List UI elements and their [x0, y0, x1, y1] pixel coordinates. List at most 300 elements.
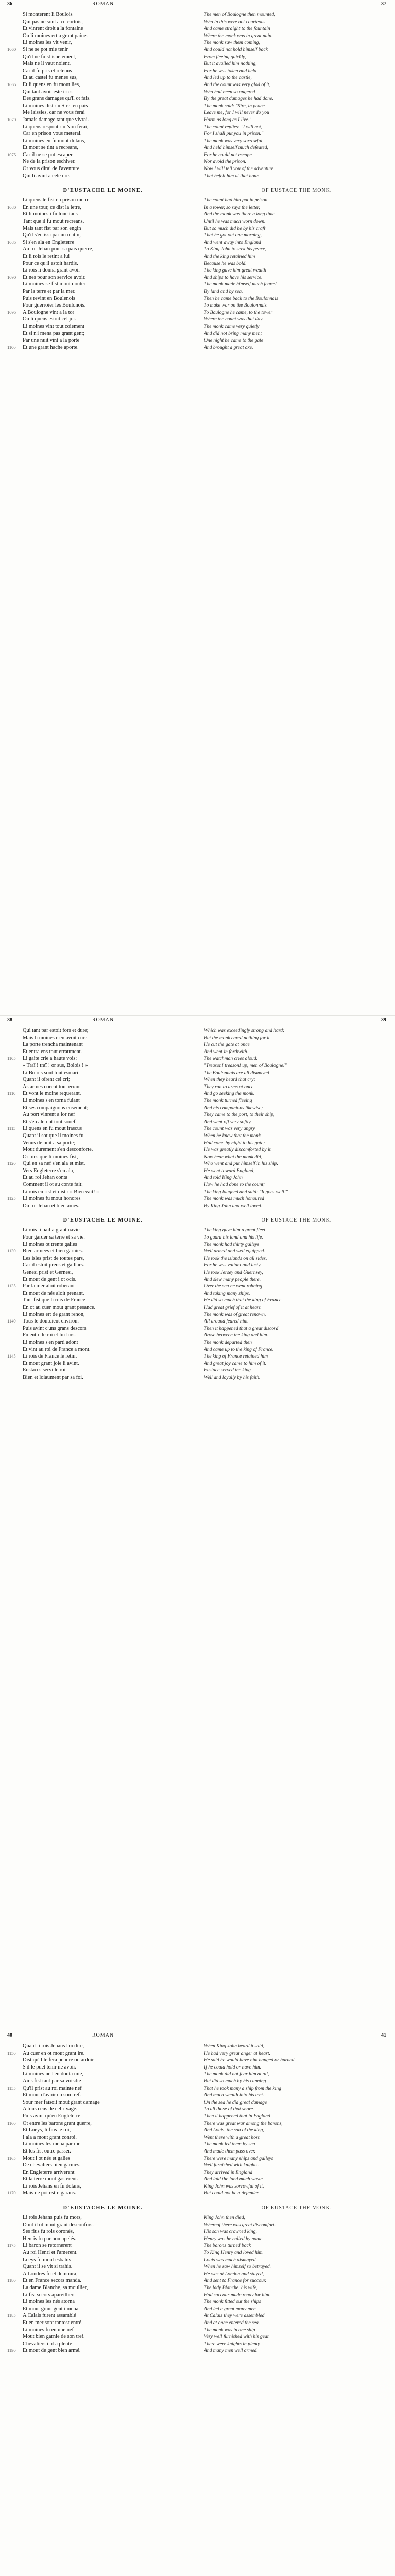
verse-text: Et vint au roi de France a mont. [23, 1346, 91, 1352]
verse-text: Car il fu pris et retenus [23, 67, 72, 74]
verse-text: Ains fist tant par sa voisdie [23, 2078, 81, 2084]
verse-line [7, 25, 199, 32]
verse-line [7, 173, 199, 180]
verse-text: Et mout de gent i ot ocis. [23, 1276, 77, 1282]
translation-line: That he got out one morning, [204, 232, 262, 239]
verse-line [7, 2183, 199, 2190]
verse-text: « Traï ! traï ! or sus, Bolois ! » [23, 1062, 88, 1069]
translation-line: How he had done to the count; [204, 1182, 265, 1188]
verse-text: Et mout grant joie li avint. [23, 1360, 79, 1366]
verse-text: Li moines se fist mout douter [23, 281, 86, 287]
verse-text: A Londres fu et demoura, [23, 2270, 78, 2277]
translation-line: That he took many a ship from the king [204, 2085, 281, 2091]
translation-line: And went off very softly. [204, 1118, 252, 1125]
verse-text: Li rois en rist et dist : « Bien vait! » [23, 1189, 99, 1195]
translation-line: The count had him put in prison [204, 197, 268, 204]
verse-text: Li moines s'en torna fuiant [23, 1097, 80, 1104]
verse-line [7, 1297, 199, 1304]
verse-line [7, 246, 199, 253]
translation-line: The monk was of great renown, [204, 1311, 266, 1317]
verse-text: Et li quens en fu mout lies, [23, 81, 80, 88]
verse-text: Quant li rois Jehans l'oï dire, [23, 2043, 84, 2049]
line-number: 1105 [7, 1056, 16, 1061]
verse-line [7, 323, 199, 330]
translation-line: And at once entered the sea. [204, 2319, 260, 2326]
verse-line [7, 1241, 199, 1248]
verse-text: Mais ne li vaut noient, [23, 61, 71, 67]
line-number: 1185 [7, 2313, 16, 2318]
verse-text: Dont il ot mout grant desconfors. [23, 2222, 94, 2228]
verse-text: Et s'en alerent tout souef. [23, 1118, 77, 1125]
translation-line: To Boulogne he came, to the tower [204, 309, 273, 315]
translation-line: The monk was in one ship [204, 2327, 255, 2333]
verse-text: Li moines vint tout coiement [23, 323, 85, 329]
verse-text: Bien et loiaument par sa foi. [23, 1374, 83, 1380]
translation-line: The men of Boulogne then mounted, [204, 12, 276, 18]
translation-line: The monk made himself much feared [204, 281, 277, 287]
verse-text: Et les fist outre passer. [23, 2148, 71, 2154]
verse-line [7, 232, 199, 239]
verse-line [7, 225, 199, 232]
verse-line [7, 2327, 199, 2334]
translation-line: For he could not escape [204, 151, 252, 158]
page-number: 40 [7, 2032, 12, 2038]
spacer [204, 1209, 389, 1214]
verse-text: Et en mer sont tantost entré. [23, 2319, 83, 2326]
translation-line: And came up to the king of France. [204, 1346, 274, 1352]
verse-text: En une tour, ce dist la letre, [23, 204, 81, 210]
translation-line: The monk did not fear him at all, [204, 2071, 269, 2077]
verse-line [7, 1167, 199, 1175]
spacer [7, 179, 199, 184]
translation-line: All around feared him. [204, 1318, 249, 1325]
verse-line [7, 1118, 199, 1126]
translation-line: Where the monk was in great pain. [204, 32, 273, 39]
verse-line [7, 2319, 199, 2327]
verse-line [7, 2263, 199, 2270]
page-spread [0, 2031, 395, 2576]
translation-line: And the king retained him [204, 253, 255, 259]
verse-text: Puis avint c'uns grans descors [23, 1325, 87, 1331]
verse-line [7, 1125, 199, 1132]
translation-line: Then he came back to the Boulonnais [204, 295, 278, 301]
verse-line [7, 124, 199, 131]
line-number: 1115 [7, 1126, 16, 1131]
verse-line [7, 1283, 199, 1290]
verse-text: Si ne se pot mie tenir [23, 46, 68, 53]
verse-text: A Boulogne vint a la tor [23, 309, 75, 315]
verse-text: Henris fu par non apelés. [23, 2235, 77, 2242]
translation-line: The king gave him great wealth [204, 267, 266, 274]
translation-line: Very well furnished with his gear. [204, 2334, 270, 2340]
verse-line [7, 2292, 199, 2299]
verse-line [7, 2341, 199, 2348]
translation-column [204, 2031, 389, 2354]
verse-text: Par la mer aloit roberant [23, 1283, 75, 1290]
translation-line: From fleeing quickly, [204, 54, 246, 60]
verse-text: Li baron se retornerent [23, 2243, 72, 2249]
translation-line: And brought a great axe. [204, 344, 253, 350]
translation-line: To all those of that shore. [204, 2106, 254, 2112]
translation-line: He was at London and stayed, [204, 2270, 264, 2277]
translation-line: But so much did he by his craft [204, 225, 266, 231]
translation-line: In a tower, so says the letter, [204, 204, 260, 210]
verse-line [7, 1332, 199, 1339]
verse-text: Venus de nuit a sa porte; [23, 1140, 75, 1146]
verse-line [7, 2298, 199, 2306]
verse-line [7, 2169, 199, 2176]
verse-text: Quant il sot que li moines fu [23, 1132, 84, 1139]
verse-text: Mout durement s'en desconforte. [23, 1147, 93, 1153]
translation-line: Until he was much worn down. [204, 218, 266, 225]
verse-text: Or vous dirai de l'aventure [23, 166, 80, 172]
verse-line [7, 1374, 199, 1381]
translation-line: The king gave him a great fleet [204, 1227, 266, 1233]
translation-line: And slew many people there. [204, 1276, 261, 1282]
verse-line [7, 2071, 199, 2078]
translation-line: On the sea he did great damage [204, 2099, 267, 2105]
verse-text: Tant fist que li rois de France [23, 1297, 85, 1303]
translation-line: For he was taken and held [204, 67, 257, 74]
verse-line [7, 11, 199, 19]
verse-line [7, 1055, 199, 1062]
translation-line: When he saw himself so betrayed. [204, 2264, 271, 2270]
translation-line: Went there with a great host. [204, 2134, 261, 2140]
translation-line: The monk came very quietly [204, 323, 260, 329]
line-number: 1110 [7, 1091, 16, 1096]
verse-line [7, 2120, 199, 2127]
verse-text: Et li rois le retint a lui [23, 253, 70, 259]
verse-line [7, 2228, 199, 2235]
verse-text: Par la terre et par la mer. [23, 288, 76, 294]
verse-line [7, 39, 199, 46]
verse-text: Dist qu'il le fera pendre ou ardoir [23, 2057, 94, 2063]
verse-line [7, 1105, 199, 1112]
translation-line: Which was exceedingly strong and hard; [204, 1028, 285, 1033]
verse-line [7, 1360, 199, 1367]
translation-line: Now hear what the monk did, [204, 1154, 262, 1160]
verse-text: Li moines en fu mout dolans, [23, 138, 85, 144]
verse-line [7, 274, 199, 281]
verse-text: Li rois Jehans en fu dolans, [23, 2183, 81, 2189]
translation-line: And the count was very glad of it, [204, 81, 270, 88]
verse-text: La porte trencha maintenant [23, 1042, 83, 1048]
verse-line [7, 302, 199, 309]
verse-line [7, 1311, 199, 1318]
translation-heading: OF EUSTACE THE MONK. [261, 1217, 332, 1224]
verse-text: Li moines fu en une nef [23, 2327, 74, 2333]
page-header [204, 0, 389, 11]
running-head: ROMAN [92, 1, 114, 7]
page-header [7, 0, 199, 11]
section-heading: D'EUSTACHE LE MOINE. [63, 188, 143, 194]
verse-line [7, 1255, 199, 1262]
verse-line [7, 116, 199, 124]
verse-text: Et en France secors manda. [23, 2278, 81, 2284]
page-number: 39 [381, 1017, 386, 1023]
translation-line: And the monk was there a long time [204, 211, 275, 217]
verse-line [7, 89, 199, 96]
verse-text: Loeys fu mout esbahis [23, 2257, 71, 2263]
verse-text: Comment il ot au conte fait; [23, 1182, 83, 1188]
verse-text: Li gaite crie a haute vois: [23, 1056, 77, 1062]
translation-line: The monk said: "Sire, in peace [204, 103, 265, 109]
verse-text: Or oies que li moines fist, [23, 1154, 78, 1160]
translation-line: He did so much that the king of France [204, 1297, 282, 1303]
line-number: 1180 [7, 2278, 16, 2283]
verse-line [7, 211, 199, 218]
page-header [7, 1016, 199, 1027]
translation-line: When he knew that the monk [204, 1132, 261, 1139]
verse-line [7, 2050, 199, 2057]
verse-line [7, 337, 199, 344]
translation-line: When they heard that cry; [204, 1077, 255, 1083]
verse-line [7, 1248, 199, 1255]
verse-line [7, 2106, 199, 2113]
verse-line [7, 2064, 199, 2071]
line-number: 1070 [7, 116, 16, 122]
verse-text: Qui pas ne sont a ce cortois, [23, 19, 83, 25]
verse-text: Li moines les nés atorna [23, 2299, 75, 2305]
verse-text: Li moines s'en parti adont [23, 1339, 78, 1345]
translation-line: The count replies: "I will not, [204, 124, 262, 130]
page-header [7, 2031, 199, 2043]
translation-line: He went toward England, [204, 1167, 255, 1174]
verse-text: Li moines fu mout honores [23, 1196, 81, 1202]
verse-line [7, 2312, 199, 2319]
translation-line: The monk was much honoured [204, 1196, 264, 1202]
verse-line [7, 1154, 199, 1161]
translation-line: If he could hold or have him. [204, 2064, 262, 2070]
translation-line: For I shall put you in prison." [204, 131, 264, 137]
verse-line [7, 1346, 199, 1353]
translation-line: The lady Blanche, his wife, [204, 2285, 257, 2291]
verse-line [7, 1189, 199, 1196]
verse-text: Eustaces servi le roi [23, 1367, 66, 1374]
translation-line: Then it happened that in England [204, 2113, 270, 2119]
verse-text: Pour guerroier les Boulonois. [23, 302, 86, 309]
translation-line: When King John heard it said, [204, 2043, 264, 2049]
verse-text: Li moines les vit venir, [23, 40, 72, 46]
translation-line: And taking many ships. [204, 1290, 250, 1296]
spacer [7, 1209, 199, 1214]
translation-line: And much wealth into his tent. [204, 2092, 264, 2098]
verse-text: Puis revint en Boulenois [23, 295, 75, 301]
verse-line [7, 2085, 199, 2092]
verse-text: Li moines ot trente galies [23, 1241, 77, 1247]
verse-text: Li moines ne l'en douta mie, [23, 2071, 83, 2077]
verse-text: Pour garder sa terre et sa vie. [23, 1234, 85, 1241]
verse-text: Si s'en ala en Engleterre [23, 239, 74, 245]
verse-line [7, 1035, 199, 1042]
translation-line: And many men well armed. [204, 2348, 258, 2354]
verse-line [7, 2284, 199, 2292]
line-number: 1165 [7, 2155, 16, 2161]
translation-line: But could not be a defender. [204, 2190, 260, 2196]
translation-line: To King John to seek his peace, [204, 246, 266, 252]
original-text-column [7, 2031, 199, 2354]
verse-text: Car il estoit preus et gaillars. [23, 1262, 84, 1268]
translation-line: There were knights in plenty [204, 2341, 260, 2347]
verse-line [7, 1076, 199, 1083]
verse-text: Chevaliers i ot a plenté [23, 2341, 72, 2347]
page-spread [0, 0, 395, 1015]
verse-line [7, 1304, 199, 1311]
verse-text: Genesi prist et Gernesi, [23, 1269, 73, 1275]
translation-line: And laid the land much waste. [204, 2176, 264, 2182]
verse-line [7, 165, 199, 173]
verse-text: En Engleterre arriverent [23, 2169, 75, 2175]
verse-text: Tant que il fu mout recreans. [23, 218, 84, 225]
translation-line: There were many ships and galleys [204, 2155, 273, 2161]
verse-line [7, 1062, 199, 1070]
verse-line [7, 288, 199, 295]
verse-text: Li rois Jehans puis fu mors, [23, 2215, 82, 2221]
verse-text: Qu'il ne fuist isnelement, [23, 54, 77, 60]
page-number: 38 [7, 1017, 12, 1023]
page-header [204, 2031, 389, 2043]
translation-line: The monk turned fleeing [204, 1097, 252, 1104]
verse-text: Qui en sa nef s'en ala et mist. [23, 1161, 85, 1167]
line-number: 1065 [7, 81, 16, 87]
translation-line: The monk departed then [204, 1339, 252, 1345]
translation-line: He was greatly discomforted by it. [204, 1147, 272, 1153]
verse-line [7, 1111, 199, 1118]
verse-line [7, 54, 199, 61]
translation-line: "Treason! treason! up, men of Boulogne!" [204, 1062, 287, 1069]
verse-text: Fu entre le roi et lui lors. [23, 1332, 76, 1338]
page-number: 41 [381, 2032, 386, 2038]
verse-text: Jamais damage tant que vivrai. [23, 116, 89, 123]
verse-text: Ou li moines ert a grant paine. [23, 32, 88, 39]
translation-line: Well furnished with knights. [204, 2162, 259, 2168]
verse-text: Ou li quens estoit cel jor. [23, 316, 76, 323]
verse-line [7, 1262, 199, 1269]
verse-text: Au roi Henri et l'amerent. [23, 2250, 78, 2256]
translation-heading: OF EUSTACE THE MONK. [261, 2205, 332, 2211]
translation-line: One night he came to the gate [204, 337, 264, 344]
running-head: ROMAN [92, 2032, 114, 2038]
line-number: 1155 [7, 2085, 16, 2091]
verse-text: Au port vinrent a lor nef [23, 1112, 75, 1118]
line-number: 1170 [7, 2190, 16, 2196]
translation-line: Louis was much dismayed [204, 2257, 256, 2263]
verse-text: Li moines les mena par mer [23, 2141, 82, 2147]
verse-text: Li moines dist : « Sire, en pais [23, 103, 88, 109]
verse-text: Puis avint qu'en Engleterre [23, 2113, 80, 2119]
verse-text: Et mout de gent bien armé. [23, 2348, 81, 2354]
verse-line [7, 2141, 199, 2148]
verse-text: Et mout d'avoir en son tref. [23, 2092, 81, 2098]
verse-text: Mais tant fist par son engin [23, 225, 81, 231]
verse-line [7, 1195, 199, 1202]
translation-line: That befell him at that hour. [204, 173, 260, 179]
verse-text: Car il ne se pot escaper [23, 151, 73, 158]
verse-text: Mais li moines n'en avoit cure. [23, 1035, 89, 1041]
page-header [204, 1016, 389, 1027]
verse-text: En ot au cuer mout grant pesance. [23, 1304, 96, 1310]
verse-line [7, 2043, 199, 2050]
translation-line: Then it happened that a great discord [204, 1325, 279, 1331]
line-number: 1125 [7, 1196, 16, 1201]
verse-line [7, 60, 199, 67]
verse-line [7, 95, 199, 103]
verse-text: Qui li avint a cele ure. [23, 173, 71, 179]
verse-line [7, 344, 199, 351]
verse-text: Et ses compaignons ensement; [23, 1105, 89, 1111]
translation-line: And came straight to the fountain [204, 26, 270, 32]
translation-line: And ships to have his service. [204, 274, 263, 280]
verse-text: Au roi Jehan pour sa pais querre, [23, 246, 94, 252]
verse-line [7, 1083, 199, 1091]
translation-line: They came to the port, to their ship, [204, 1112, 275, 1118]
translation-line: The monk had thirty galleys [204, 1241, 260, 1247]
verse-line [7, 2162, 199, 2169]
spacer [7, 2197, 199, 2202]
verse-text: Vers Engleterre s'en ala, [23, 1167, 74, 1174]
translation-line: The watchman cries aloud: [204, 1056, 258, 1062]
verse-text: Du roi Jehan et bien amés. [23, 1202, 80, 1209]
translation-line: The Boulonnais are all dismayed [204, 1070, 269, 1076]
verse-line [7, 19, 199, 26]
verse-line [7, 330, 199, 337]
verse-line [7, 309, 199, 316]
line-number: 1145 [7, 1353, 16, 1359]
line-number: 1085 [7, 239, 16, 245]
translation-line: And led a great many men. [204, 2306, 257, 2312]
verse-line [7, 1202, 199, 1210]
translation-line: Henry was he called by name. [204, 2235, 264, 2242]
verse-text: La dame Blanche, sa moullier, [23, 2285, 88, 2291]
line-number: 1100 [7, 344, 16, 350]
section-heading: D'EUSTACHE LE MOINE. [63, 1217, 143, 1224]
verse-line [7, 1367, 199, 1374]
translation-line: And great joy came to him of it. [204, 1360, 267, 1366]
original-text-column [7, 1016, 199, 1381]
translation-line: Well and loyally by his faith. [204, 1374, 261, 1380]
verse-text: Et vont le moine requerant. [23, 1091, 81, 1097]
verse-text: Par une nuit vint a la porte [23, 337, 80, 344]
line-number: 1090 [7, 274, 16, 280]
verse-line [7, 218, 199, 225]
verse-text: As armes corent tout errant [23, 1083, 81, 1090]
verse-line [7, 1048, 199, 1056]
verse-line [7, 103, 199, 110]
verse-text: Li quens le fist en prison metre [23, 197, 90, 204]
verse-text: Ses fius fu rois coronés, [23, 2229, 74, 2235]
translation-line: And did not bring many men; [204, 330, 262, 336]
verse-line [7, 281, 199, 288]
verse-line [7, 1181, 199, 1189]
translation-line: He took Jersey and Guernsey, [204, 1269, 263, 1275]
translation-column [204, 1016, 389, 1381]
verse-line [7, 2306, 199, 2313]
translation-line: And could not hold himself back [204, 46, 268, 53]
translation-line: And made them pass over. [204, 2148, 255, 2154]
verse-line [7, 1174, 199, 1181]
line-number: 1130 [7, 1248, 16, 1254]
verse-line [7, 197, 199, 204]
spacer [204, 2197, 389, 2202]
verse-text: Au cuer en ot mout grant ire. [23, 2050, 85, 2056]
verse-line [7, 2148, 199, 2155]
translation-line: The monk was very sorrowful, [204, 138, 264, 144]
verse-text: Des grans damages qu'il ot fais. [23, 96, 91, 102]
translation-line: Over the sea he went robbing [204, 1283, 262, 1290]
translation-line: Eustace served the king [204, 1367, 251, 1374]
line-number: 1060 [7, 46, 16, 52]
translation-line: Who in this were not courteous, [204, 19, 267, 25]
